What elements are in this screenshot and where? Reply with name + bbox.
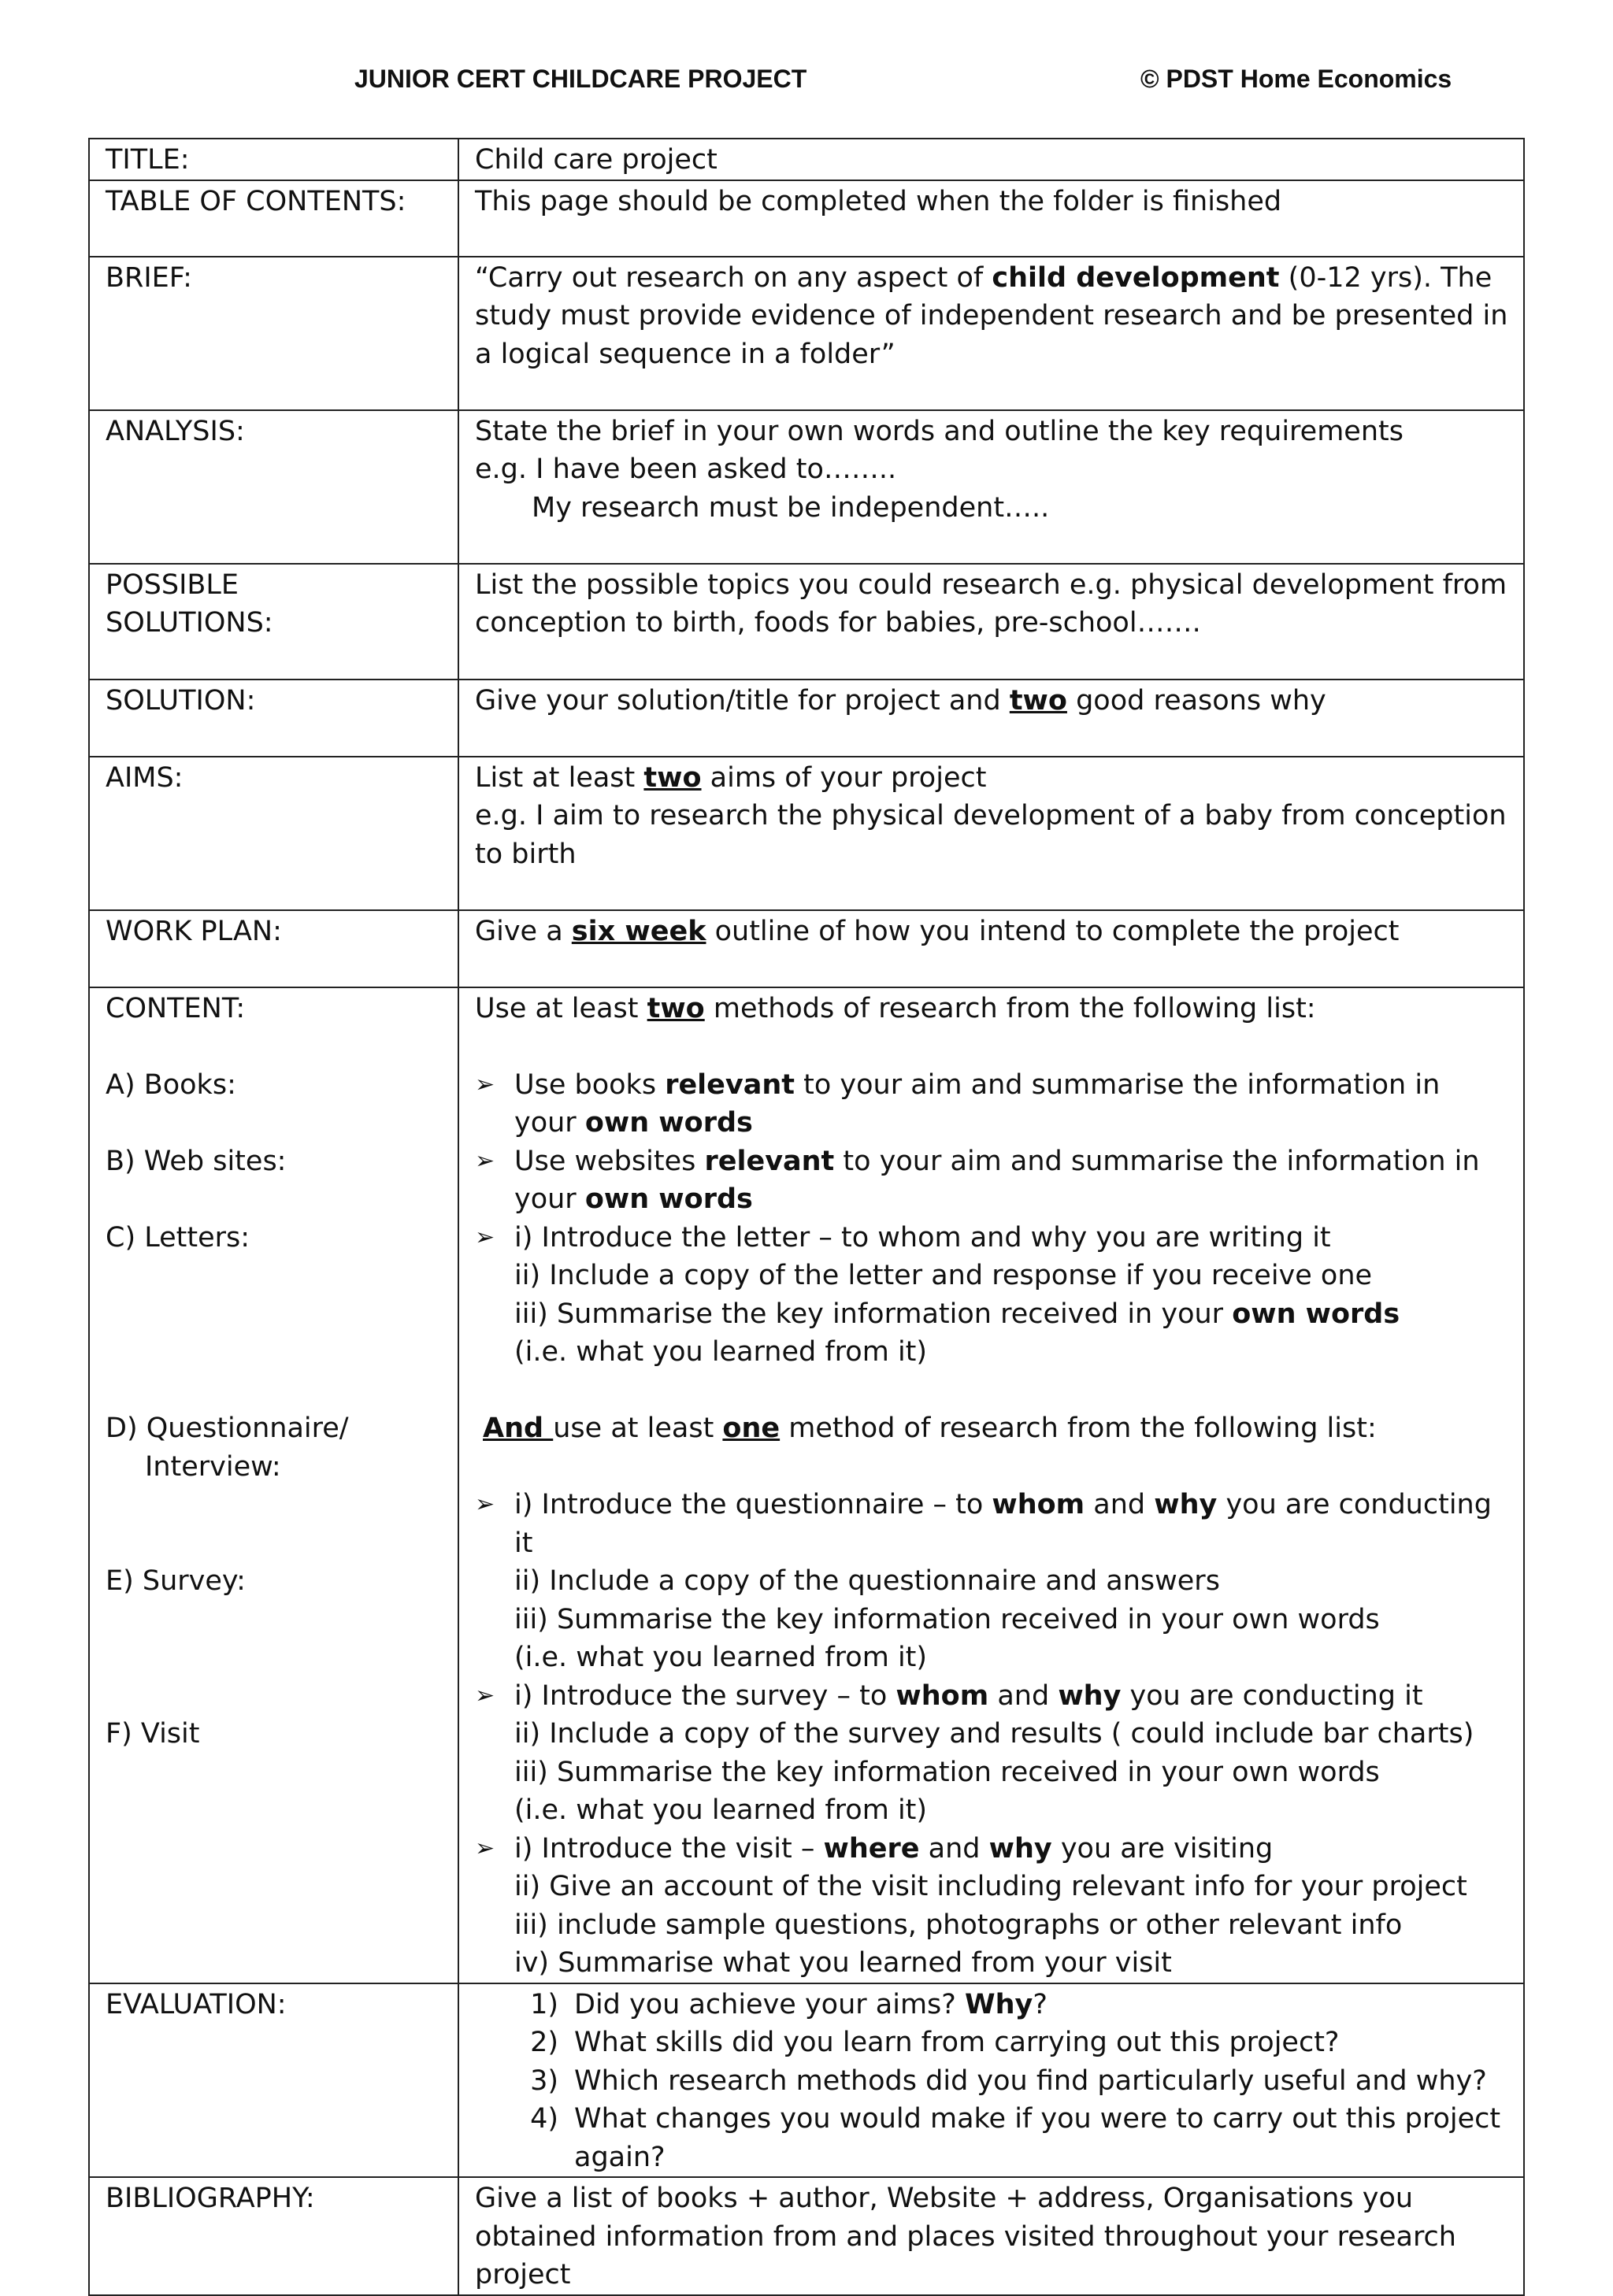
label-visit: F) Visit [106, 1718, 200, 1750]
text-fragment: why [988, 1832, 1052, 1865]
text-fragment: 2) [530, 2027, 558, 2058]
text-fragment: method of research from the following list: [780, 1413, 1377, 1444]
text-fragment: Use websites [514, 1145, 705, 1177]
text-fragment: iii) Summarise the key information received in your own words [514, 1603, 1380, 1635]
project-table [88, 138, 1525, 2296]
text-fragment: two [1009, 684, 1067, 717]
text-fragment: two [643, 761, 702, 794]
text-fragment: i) Introduce the questionnaire – to [514, 1489, 992, 1520]
text-possible-solutions: List the possible topics you could research e.g. physical development from conception to birth, foods for babies, pre-school……. [458, 564, 1524, 680]
label-content [89, 987, 458, 1983]
label-web-sites: B) Web sites: [106, 1145, 287, 1177]
copyright-notice: © PDST Home Economics [1140, 65, 1452, 93]
row-solution [89, 680, 1524, 757]
text-fragment: Why [964, 1988, 1033, 2020]
text-fragment: and [1085, 1489, 1155, 1520]
text-fragment: whom [895, 1679, 989, 1712]
text-fragment: you are conducting it [514, 1489, 1492, 1559]
text-fragment: ii) Include a copy of the questionnaire and answers [514, 1565, 1220, 1597]
text-fragment: i) Introduce the letter – to whom and why you are writing it [514, 1221, 1331, 1254]
row-brief [89, 257, 1524, 410]
label-work-plan: WORK PLAN: [89, 910, 458, 987]
text-fragment: 1) [530, 1988, 558, 2020]
text-bibliography: Give a list of books + author, Website + address, Organisations you obtained information from and places visited throughout your research project [458, 2177, 1524, 2295]
text-fragment: Use at least [475, 992, 647, 1024]
arrow-bullet-icon: ➢ [475, 1223, 495, 1251]
text-fragment: own words [584, 1183, 753, 1215]
text-fragment: SOLUTIONS: [106, 607, 273, 639]
label-possible-solutions [89, 564, 458, 680]
page-header [0, 60, 1613, 107]
row-work-plan [89, 910, 1524, 987]
text-fragment: to your aim and summarise the information in your [514, 1068, 1441, 1139]
text-fragment: (i.e. what you learned from it) [514, 1336, 928, 1368]
text-fragment: six week [571, 915, 706, 947]
arrow-bullet-icon: ➢ [475, 1834, 495, 1862]
text-fragment: iii) Summarise the key information received in your [514, 1298, 1233, 1330]
row-content [89, 987, 1524, 1983]
text-fragment: iii) include sample questions, photographs or other relevant info [514, 1909, 1403, 1941]
label-books: A) Books: [106, 1068, 236, 1101]
arrow-bullet-icon: ➢ [475, 1146, 495, 1175]
text-fragment: CONTENT: [106, 992, 246, 1024]
row-possible-solutions [89, 564, 1524, 680]
text-work-plan [458, 910, 1524, 987]
text-fragment: Give a [475, 915, 572, 947]
text-fragment: And [483, 1413, 554, 1444]
bullet-visit [475, 1830, 1509, 1983]
document-title: JUNIOR CERT CHILDCARE PROJECT [354, 65, 807, 93]
text-fragment: 3) [530, 2065, 558, 2097]
text-fragment: ii) Include a copy of the letter and response if you receive one [514, 1260, 1373, 1291]
row-analysis [89, 410, 1524, 564]
text-fragment: whom [992, 1489, 1085, 1520]
text-fragment: (0-12 yrs). The study must provide evidence of independent research and be presented in a logical sequence in a folder” [475, 261, 1508, 370]
text-fragment: good reasons why [1066, 684, 1326, 717]
text-fragment: aims of your project [701, 761, 987, 794]
evaluation-item [475, 1986, 1509, 2024]
bullet-letters [475, 1219, 1509, 1372]
label-aims: AIMS: [89, 757, 458, 910]
label-survey: E) Survey: [106, 1565, 246, 1597]
text-fragment: Give your solution/title for project and [475, 684, 1010, 717]
row-title [89, 139, 1524, 180]
text-fragment: ii) Include a copy of the survey and results ( could include bar charts) [514, 1718, 1474, 1750]
arrow-bullet-icon: ➢ [475, 1491, 495, 1518]
text-fragment: Interview: [145, 1450, 281, 1483]
text-fragment: iv) Summarise what you learned from your visit [514, 1947, 1172, 1979]
text-fragment: two [647, 992, 705, 1024]
text-fragment: What changes you would make if you were to carry out this project again? [574, 2103, 1501, 2173]
label-letters: C) Letters: [106, 1221, 250, 1254]
text-fragment: What skills did you learn from carrying out this project? [574, 2027, 1340, 2058]
text-brief [458, 257, 1524, 410]
row-evaluation [89, 1983, 1524, 2178]
text-fragment: you are visiting [1051, 1832, 1274, 1865]
text-fragment: outline of how you intend to complete the project [706, 915, 1400, 947]
text-fragment: and [919, 1832, 989, 1865]
text-fragment: i) Introduce the visit – [514, 1832, 824, 1865]
arrow-bullet-icon: ➢ [475, 1070, 495, 1098]
text-toc: This page should be completed when the folder is finished [458, 180, 1524, 257]
text-fragment: Use books [514, 1068, 666, 1101]
text-fragment: one [722, 1413, 781, 1444]
label-analysis: ANALYSIS: [89, 410, 458, 564]
text-content [458, 987, 1524, 1983]
label-brief: BRIEF: [89, 257, 458, 410]
text-fragment: iii) Summarise the key information received in your own words [514, 1756, 1380, 1788]
text-fragment: relevant [704, 1145, 835, 1177]
text-fragment: ? [1033, 1988, 1048, 2020]
row-bibliography [89, 2177, 1524, 2295]
text-fragment: use at least [553, 1413, 723, 1444]
text-fragment: where [823, 1832, 920, 1865]
text-fragment: to your aim and summarise the information in your [514, 1145, 1480, 1215]
text-fragment: (i.e. what you learned from it) [514, 1642, 928, 1673]
text-fragment: (i.e. what you learned from it) [514, 1794, 928, 1826]
text-fragment: and [988, 1679, 1059, 1712]
text-fragment: child development [992, 261, 1280, 294]
row-toc [89, 180, 1524, 257]
bullet-books [475, 1066, 1509, 1142]
label-title: TITLE: [89, 139, 458, 180]
text-solution [458, 680, 1524, 757]
text-fragment: methods of research from the following list: [704, 992, 1316, 1024]
label-solution: SOLUTION: [89, 680, 458, 757]
text-fragment: own words [584, 1107, 753, 1139]
bullet-web-sites [475, 1142, 1509, 1219]
label-questionnaire: D) Questionnaire/ [106, 1413, 349, 1444]
text-fragment: Did you achieve your aims? [574, 1988, 965, 2020]
text-analysis: State the brief in your own words and outline the key requirements e.g. I have been asked to…….. My research must be independent….. [458, 410, 1524, 564]
arrow-bullet-icon: ➢ [475, 1681, 495, 1709]
text-fragment: POSSIBLE [106, 568, 239, 601]
bullet-survey [475, 1677, 1509, 1830]
text-fragment: Which research methods did you find particularly useful and why? [574, 2065, 1487, 2097]
text-evaluation [458, 1983, 1524, 2178]
text-fragment: why [1154, 1489, 1218, 1520]
text-fragment: why [1058, 1679, 1122, 1712]
evaluation-item [475, 2100, 1509, 2176]
text-fragment: 4) [530, 2103, 558, 2135]
evaluation-item [475, 2062, 1509, 2101]
text-fragment: “Carry out research on any aspect of [475, 261, 992, 294]
label-toc: TABLE OF CONTENTS: [89, 180, 458, 257]
and-line [475, 1409, 1509, 1448]
text-title: Child care project [458, 139, 1524, 180]
label-evaluation: EVALUATION: [89, 1983, 458, 2178]
label-bibliography: BIBLIOGRAPHY: [89, 2177, 458, 2295]
text-fragment: relevant [665, 1068, 795, 1101]
text-fragment: you are conducting it [1121, 1679, 1423, 1712]
text-fragment: i) Introduce the survey – to [514, 1679, 896, 1712]
bullet-questionnaire [475, 1486, 1509, 1677]
text-fragment: List at least [475, 761, 644, 794]
text-aims: List at least two aims of your project e.g. I aim to research the physical development of a baby from conception to birth [458, 757, 1524, 910]
evaluation-item [475, 2024, 1509, 2062]
text-fragment: ii) Give an account of the visit including relevant info for your project [514, 1871, 1467, 1902]
row-aims [89, 757, 1524, 910]
text-fragment: own words [1232, 1298, 1400, 1330]
